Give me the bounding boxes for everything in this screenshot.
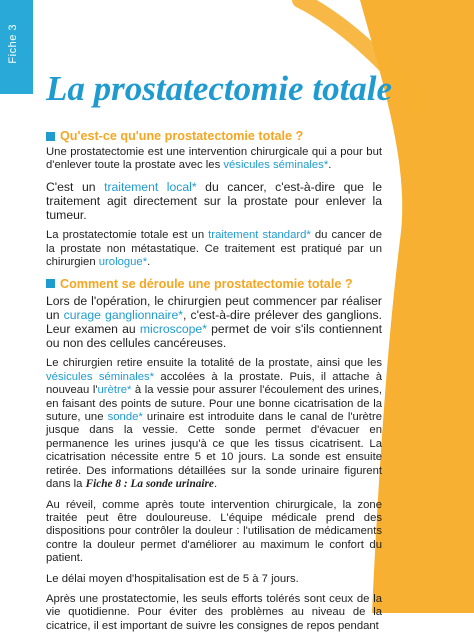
paragraph: Au réveil, comme après toute intervention chirurgicale, la zone traitée peut être douloureuse. L'équipe médicale prend des dispositions pour contrôler la douleur : l'utilisation de médicaments contre la douleur permet d'améliorer au maximum le confort du patient. — [46, 498, 382, 565]
paragraph: Une prostatectomie est une intervention chirurgicale qui a pour but d'enlever toute la prostate avec les vésicules séminales*. — [46, 146, 382, 172]
glossary-term[interactable]: vésicules séminales* — [46, 370, 155, 383]
main-content — [46, 124, 382, 640]
glossary-term[interactable]: vésicules séminales* — [223, 159, 329, 172]
section-heading-definition — [46, 129, 382, 143]
paragraph: Le chirurgien retire ensuite la totalité de la prostate, ainsi que les vésicules séminales* accolées à la prostate. Puis, il attache à nouveau l'urètre* à la vessie pour assurer l'écoulement des urines, en faisant des points de suture. Pour une bonne cicatrisation de la suture, une sonde* urinaire est introduite dans le canal de l'urètre jusque dans la vessie. Cette sonde permet d'évacuer en permanence les urines jusqu'à ce que les tissus cicatrisent. La cicatrisation nécessite entre 5 et 10 jours. La sonde est ensuite retirée. Des informations détaillées sur la sonde urinaire figurent dans la Fiche 8 : La sonde urinaire. — [46, 357, 383, 491]
bullet-square-icon — [46, 132, 55, 141]
paragraph: Après une prostatectomie, les seuls efforts tolérés sont ceux de la vie quotidienne. Pour éviter des problèmes au niveau de la cicatrice, il est important de suivre les consignes de repos pendant — [46, 592, 382, 632]
paragraph: La prostatectomie totale est un traitement standard* du cancer de la prostate non métastatique. Ce traitement est pratiqué par un chirurgien urologue*. — [46, 229, 382, 269]
glossary-term[interactable]: urologue* — [98, 256, 148, 269]
glossary-term[interactable]: curage ganglionnaire* — [63, 307, 183, 322]
glossary-term[interactable]: traitement standard* — [208, 229, 311, 242]
paragraph: Le délai moyen d'hospitalisation est de 5 à 7 jours. — [46, 572, 299, 585]
cross-reference: Fiche 8 : La sonde urinaire — [85, 478, 214, 491]
glossary-term[interactable]: urètre* — [97, 384, 132, 397]
chapter-tab — [0, 0, 33, 94]
page-title: La prostatectomie totale — [46, 69, 393, 108]
glossary-term[interactable]: traitement local* — [104, 179, 197, 194]
section-heading-text: Comment se déroule une prostatectomie totale ? — [60, 276, 353, 291]
bullet-square-icon — [46, 279, 55, 288]
glossary-term[interactable]: sonde* — [107, 411, 143, 424]
glossary-term[interactable]: microscope* — [139, 322, 207, 337]
paragraph: Lors de l'opération, le chirurgien peut commencer par réaliser un curage ganglionnaire*, c'est-à-dire prélever des ganglions. Leur examen au microscope* permet de voir s'ils contiennent ou non des cellules cancéreuses. — [46, 293, 382, 351]
chapter-tab-label: Fiche 3 — [7, 24, 19, 64]
section-heading-procedure — [46, 277, 382, 291]
paragraph: C'est un traitement local* du cancer, c'est-à-dire que le traitement agit directement sur la prostate pour enlever la tumeur. — [46, 179, 382, 223]
section-heading-text: Qu'est-ce qu'une prostatectomie totale ? — [60, 129, 304, 143]
